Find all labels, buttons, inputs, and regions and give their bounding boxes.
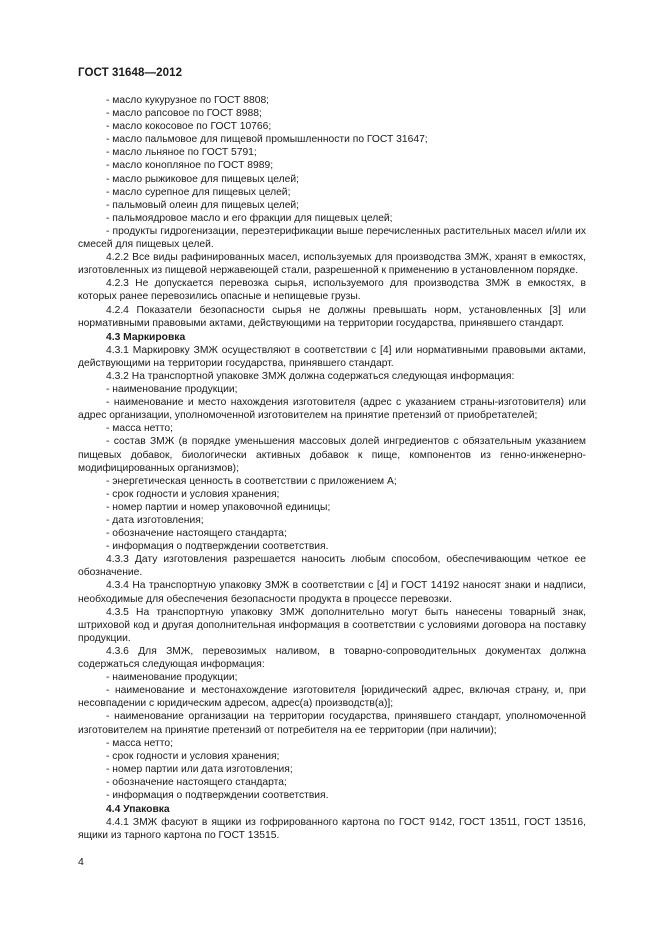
paragraph: 4.3.3 Дату изготовления разрешается наносить любым способом, обеспечивающим четкое ее обозначение. xyxy=(78,554,586,579)
paragraph: 4.3.5 На транспортную упаковку ЗМЖ дополнительно могут быть нанесены товарный знак, штриховой код и другая дополнительная информация в соответствии с условиями договора на поставку продукции. xyxy=(78,606,586,644)
list-item: - информация о подтверждении соответствия. xyxy=(106,789,329,801)
list-item: - номер партии или дата изготовления; xyxy=(106,763,293,775)
list-item: - обозначение настоящего стандарта; xyxy=(106,528,287,540)
document-body xyxy=(78,94,586,842)
list-item: - пальмовый олеин для пищевых целей; xyxy=(106,199,300,211)
section-heading: 4.4 Упаковка xyxy=(106,804,170,816)
page-header: ГОСТ 31648—2012 xyxy=(78,67,183,79)
list-item: - масло пальмовое для пищевой промышленности по ГОСТ 31647; xyxy=(106,134,428,146)
list-item: - масло кокосовое по ГОСТ 10766; xyxy=(106,121,272,133)
list-item: - масло рыжиковое для пищевых целей; xyxy=(106,173,299,185)
list-item: - наименование продукции; xyxy=(106,384,238,396)
list-item: - пальмоядровое масло и его фракции для пищевых целей; xyxy=(106,212,393,224)
list-item: - масло рапсовое по ГОСТ 8988; xyxy=(106,108,262,120)
paragraph: 4.3.6 Для ЗМЖ, перевозимых наливом, в товарно-сопроводительных документах должна содержаться следующая информация: xyxy=(78,645,586,671)
paragraph: 4.3.4 На транспортную упаковку ЗМЖ в соответствии с [4] и ГОСТ 14192 наносят знаки и надписи, необходимые для обеспечения безопасности продукта в процессе перевозки. xyxy=(78,580,586,605)
list-item: - номер партии и номер упаковочной единицы; xyxy=(106,501,331,513)
paragraph: - наименование и место нахождения изготовителя (адрес с указанием страны-изготовителя) или адрес организации, уполномоченной изготовителем на принятие претензий от приобретателей; xyxy=(78,397,586,422)
paragraph: 4.3.1 Маркировку ЗМЖ осуществляют в соответствии с [4] или нормативными правовыми актами, действующими на территории государства, принявшего стандарт. xyxy=(78,344,586,369)
list-item: - масло кукурузное по ГОСТ 8808; xyxy=(106,95,270,106)
list-item: - масло льняное по ГОСТ 5791; xyxy=(106,147,257,159)
paragraph: - состав ЗМЖ (в порядке уменьшения массовых долей ингредиентов с обязательным указанием пищевых добавок, биологически активных добавок к пище, компонентов из генно-инженерно-модифицированных организмов); xyxy=(78,436,586,474)
paragraph: 4.2.4 Показатели безопасности сырья не должны превышать норм, установленных [3] или нормативными правовыми актами, действующими на территории государства, принявшего стандарт. xyxy=(78,304,586,329)
list-item: - срок годности и условия хранения; xyxy=(106,488,280,500)
list-item: - обозначение настоящего стандарта; xyxy=(106,776,287,788)
paragraph: - наименование организации на территории государства, принявшего стандарт, уполномоченной изготовителем на принятие претензий от потребителя на ее территории (при наличии); xyxy=(78,711,586,736)
list-item: - масло сурепное для пищевых целей; xyxy=(106,186,291,198)
list-item: - дата изготовления; xyxy=(106,515,204,526)
list-item: - срок годности и условия хранения; xyxy=(106,750,280,762)
paragraph: 4.2.3 Не допускается перевозка сырья, используемого для производства ЗМЖ в емкостях, в которых ранее перевозились опасные и непищевые грузы. xyxy=(78,278,586,303)
paragraph: 4.4.1 ЗМЖ фасуют в ящики из гофрированного картона по ГОСТ 9142, ГОСТ 13511, ГОСТ 13516, ящики из тарного картона по ГОСТ 13515. xyxy=(78,817,586,842)
list-item: - информация о подтверждении соответствия. xyxy=(106,541,329,553)
paragraph: 4.3.2 На транспортной упаковке ЗМЖ должна содержаться следующая информация: xyxy=(106,370,515,382)
list-item: - масса нетто; xyxy=(106,737,173,749)
list-item: - масса нетто; xyxy=(106,423,173,435)
list-item: - энергетическая ценность в соответствии с приложением А; xyxy=(106,475,397,487)
list-item: - наименование продукции; xyxy=(106,672,238,684)
list-item: - масло конопляное по ГОСТ 8989; xyxy=(106,160,274,172)
section-heading: 4.3 Маркировка xyxy=(106,331,186,343)
paragraph: - наименование и местонахождение изготовителя [юридический адрес, включая страну, и, при несовпадении с юридическим адресом, адрес(а) производств(а)]; xyxy=(78,685,586,710)
paragraph: 4.2.2 Все виды рафинированных масел, используемых для производства ЗМЖ, хранят в емкостях, изготовленных из пищевой нержавеющей стали, разрешенной к применению в установленном порядке. xyxy=(78,252,586,277)
page-number: 4 xyxy=(78,856,84,868)
paragraph: - продукты гидрогенизации, переэтерификации выше перечисленных растительных масел и/или их смесей для пищевых целей. xyxy=(78,225,586,251)
